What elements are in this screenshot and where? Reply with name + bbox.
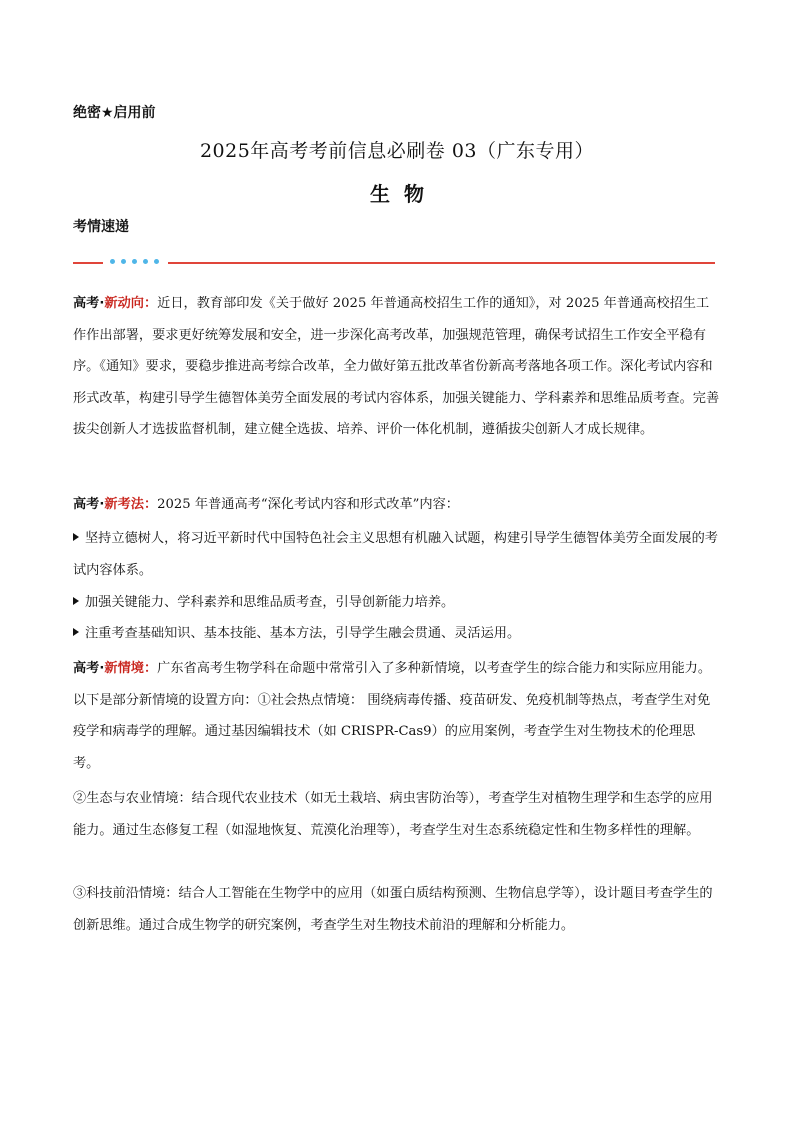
decorative-divider: [73, 258, 715, 268]
triangle-bullet-icon: [73, 597, 79, 605]
bullet-text: 注重考查基础知识、基本技能、基本方法，引导学生融会贯通、灵活运用。: [85, 626, 521, 641]
divider-line-left: [73, 262, 103, 264]
method-paragraph: [73, 489, 721, 521]
trend-tag: 新动向：: [104, 296, 158, 311]
dot-icon: [143, 259, 148, 264]
method-tag: 新考法：: [104, 497, 158, 512]
method-bullet: [73, 587, 721, 619]
bullet-text: 坚持立德树人，将习近平新时代中国特色社会主义思想有机融入试题，构建引导学生德智体美劳全面发展的考试内容体系。: [73, 531, 718, 578]
method-bullet: [73, 618, 721, 650]
triangle-bullet-icon: [73, 628, 79, 636]
subject-title: 生 物: [370, 182, 424, 206]
page-title: 2025年高考考前信息必刷卷 03（广东专用）: [199, 140, 595, 162]
method-prefix: 高考·: [73, 497, 105, 512]
trend-prefix: 高考·: [73, 296, 105, 311]
secret-label: 绝密★启用前: [73, 105, 156, 121]
context-prefix: 高考·: [73, 661, 105, 676]
dot-icon: [110, 259, 115, 264]
context-paragraph: [73, 653, 721, 779]
method-text: 2025 年普通高考“深化考试内容和形式改革”内容：: [157, 497, 459, 512]
bullet-text: 加强关键能力、学科素养和思维品质考查，引导创新能力培养。: [85, 595, 455, 610]
divider-line-right: [168, 262, 715, 264]
method-bullet: [73, 523, 721, 586]
context-paragraph-2: ②生态与农业情境：结合现代农业技术（如无土栽培、病虫害防治等），考查学生对植物生理学和生态学的应用能力。通过生态修复工程（如湿地恢复、荒漠化治理等），考查学生对生态系统稳定性和生物多样性的理解。: [73, 791, 713, 838]
dot-icon: [132, 259, 137, 264]
context-text: 广东省高考生物学科在命题中常常引入了多种新情境，以考查学生的综合能力和实际应用能力。以下是部分新情境的设置方向：①社会热点情境： 围绕病毒传播、疫苗研发、免疫机制等热点，考查学生对免疫学和病毒学的理解。通过基因编辑技术（如 CRISPR-Cas9）的应用案例，考查学生对生物技术的伦理思考。: [73, 661, 712, 771]
trend-paragraph: [73, 288, 721, 446]
divider-dots: [110, 259, 159, 264]
dot-icon: [154, 259, 159, 264]
context-tag: 新情境：: [104, 661, 158, 676]
section-heading: 考情速递: [73, 219, 129, 235]
triangle-bullet-icon: [73, 533, 79, 541]
context-paragraph-3: ③科技前沿情境：结合人工智能在生物学中的应用（如蛋白质结构预测、生物信息学等），设计题目考查学生的创新思维。通过合成生物学的研究案例，考查学生对生物技术前沿的理解和分析能力。: [73, 886, 713, 933]
trend-text: 近日，教育部印发《关于做好 2025 年普通高校招生工作的通知》，对 2025 年普通高校招生工作作出部署，要求更好统筹发展和安全，进一步深化高考改革，加强规范管理，确保考试招生工作安全平稳有序。《通知》要求，要稳步推进高考综合改革，全力做好第五批改革省份新高考落地各项工作。深化考试内容和形式改革，构建引导学生德智体美劳全面发展的考试内容体系，加强关键能力、学科素养和思维品质考查。完善拔尖创新人才选拔监督机制，建立健全选拔、培养、评价一体化机制，遵循拔尖创新人才成长规律。: [73, 296, 720, 437]
dot-icon: [121, 259, 126, 264]
